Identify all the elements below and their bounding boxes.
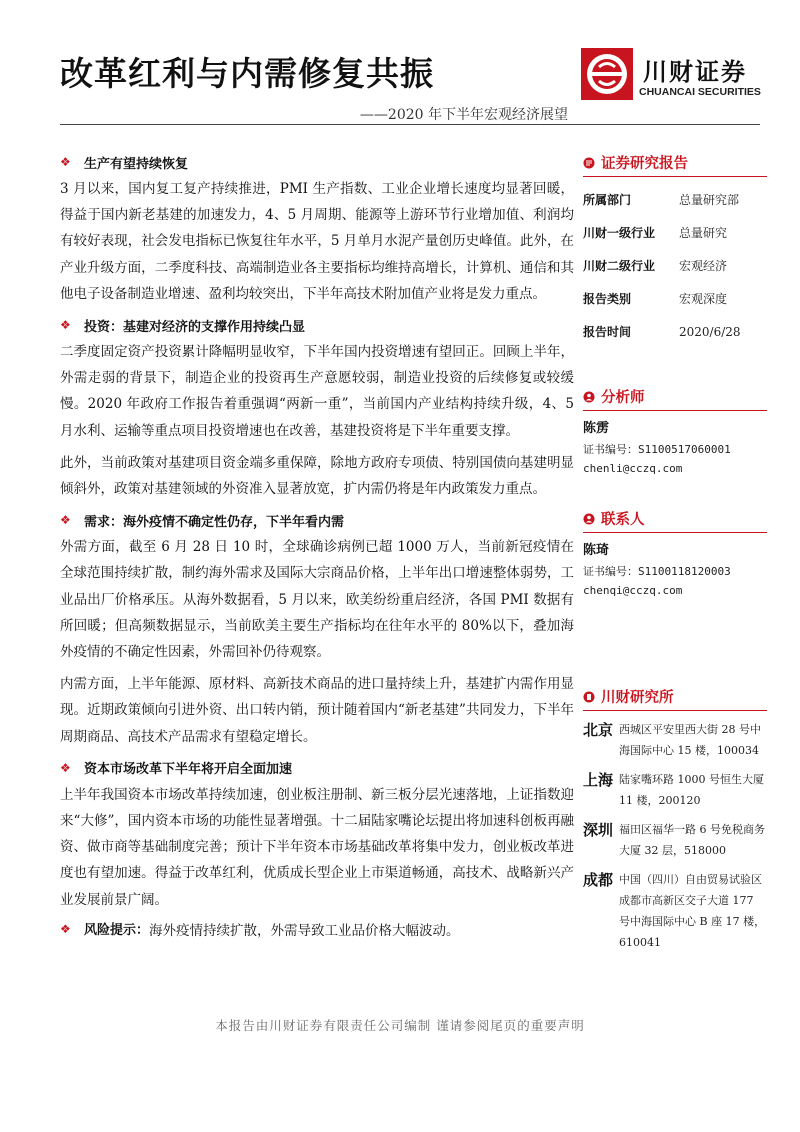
main-content [60,146,574,939]
diamond-bullet-icon: ❖ [60,318,71,333]
person-icon [583,513,595,525]
contact-heading: 联系人 [583,508,767,533]
section-paragraph: 外需方面，截至 6 月 28 日 10 时，全球确诊病例已超 1000 万人，当前新冠疫情在全球范围持续扩散，制约海外需求及国际大宗商品价格，上半年出口增速整体弱势，工业品出厂价格承压。从海外数据看，5 月以来，欧美纷纷重启经济，各国 PMI 数据有所回暖；但高频数据显示，当前欧美主要生产指标均在往年水平的 80%以下，叠加海外疫情的不确定性因素，外需回补仍待观察。 [60,539,574,661]
section-heading: ❖ 投资：基建对经济的支撑作用持续凸显 [60,318,306,335]
header-divider [60,124,760,125]
analyst-heading: 分析师 [583,386,767,411]
report-info-list [583,183,767,348]
section-paragraph: 内需方面，上半年能源、原材料、高新技术商品的进口量持续上升，基建扩内需作用显现。近期政策倾向引进外资、出口转内销，预计随着国内“新老基建”共同发力，下半年周期商品、高技术产品需求有望稳定增长。 [60,676,574,745]
section-paragraph: 二季度固定资产投资累计降幅明显收窄，下半年国内投资增速有望回正。回顾上半年，外需走弱的背景下，制造企业的投资再生产意愿较弱，制造业投资的后续修复或较缓慢。2020 年政府工作报告着重强调“两新一重”，当前国内产业结构持续升级，4、5 月水利、运输等重点项目投资增速也在改善，基建投资将是下半年重要支撑。 [60,344,574,439]
section-heading: ❖ 需求：海外疫情不确定性仍存，下半年看内需 [60,513,345,530]
section-paragraph: 此外，当前政策对基建项目资金端多重保障，除地方政府专项债、特别国债向基建明显倾斜外，政策对基建领域的外资准入显著放宽，扩内需仍将是年内政策发力重点。 [60,454,574,498]
section-production [60,150,574,307]
risk-text: 海外疫情持续扩散，外需导致工业品价格大幅波动。 [149,922,460,939]
info-row: 报告类别 宏观深度 [583,292,728,306]
page-subtitle: ——2020 年下半年宏观经济展望 [359,107,568,123]
building-icon [583,691,595,703]
office-shanghai: 上海 陆家嘴环路 1000 号恒生大厦 11 楼，200120 [583,771,764,807]
risk-warning [60,919,574,939]
sidebar [583,152,767,953]
contact-name: 陈琦 [583,543,610,558]
info-row: 川财二级行业 宏观经济 [583,259,728,273]
diamond-bullet-icon: ❖ [60,513,71,528]
institute-heading: 川财研究所 [583,686,767,711]
section-investment [60,313,574,502]
office-shenzhen: 深圳 福田区福华一路 6 号免税商务大厦 32 层，518000 [583,821,765,857]
report-info-heading: 证券研究报告 [583,152,767,177]
analyst-cert: 证书编号：S1100517060001 [583,443,731,456]
analyst-email[interactable]: chenli@cczq.com [583,462,683,475]
section-paragraph: 上半年我国资本市场改革持续加速，创业板注册制、新三板分层光速落地，上证指数迎来“大修”，国内资本市场的功能性显著增强。十二届陆家嘴论坛提出将加速科创板再融资、做市商等基础制度完善；预计下半年资本市场基础改革将集中发力，创业板改革进度也有望加速。得益于改革红利，优质成长型企业上市渠道畅通，高技术、战略新兴产业发展前景广阔。 [60,786,574,908]
contact-cert: 证书编号：S1100118120003 [583,565,731,578]
diamond-bullet-icon: ❖ [60,760,71,775]
info-row: 报告时间 2020/6/28 [583,324,741,339]
contact-email[interactable]: chenqi@cczq.com [583,584,683,597]
section-paragraph: 3 月以来，国内复工复产持续推进，PMI 生产指数、工业企业增长速度均显著回暖，得益于国内新老基建的加速发力，4、5 月周期、能源等上游环节行业增加值、利润均有较好表现，社会发电指标已恢复往年水平，5 月单月水泥产量创历史峰值。此外，在产业升级方面，二季度科技、高端制造业各主要指标均维持高增长，计算机、通信和其他电子设备制造业增速、盈利均较突出，下半年高技术附加值产业将是发力重点。 [60,181,574,302]
logo-english-name: CHUANCAI SECURITIES [639,86,761,98]
report-icon [583,157,595,169]
diamond-bullet-icon: ❖ [60,155,71,169]
company-logo [581,48,763,104]
page-title: 改革红利与内需修复共振 [60,54,434,93]
section-demand [60,508,574,750]
info-row: 川财一级行业 总量研究 [583,226,728,240]
office-chengdu: 成都 中国（四川）自由贸易试验区成都市高新区交子大道 177 号中海国际中心 B 座 17 楼，610041 [583,871,766,949]
chuancai-logo-icon [581,48,633,100]
office-beijing: 北京 西城区平安里西大街 28 号中海国际中心 15 楼，100034 [583,721,761,757]
section-capital-market [60,756,574,913]
section-heading: ❖ 生产有望持续恢复 [60,155,189,172]
person-icon [583,391,595,403]
analyst-name: 陈雳 [583,421,610,436]
logo-name: 川财证券 [643,58,747,86]
section-heading: ❖ 资本市场改革下半年将开启全面加速 [60,760,293,778]
diamond-bullet-icon: ❖ [60,921,71,936]
risk-label: 风险提示： [84,923,150,939]
info-row: 所属部门 总量研究部 [583,193,740,207]
page-footer: 本报告由川财证券有限责任公司编制 谨请参阅尾页的重要声明 [215,1018,585,1033]
